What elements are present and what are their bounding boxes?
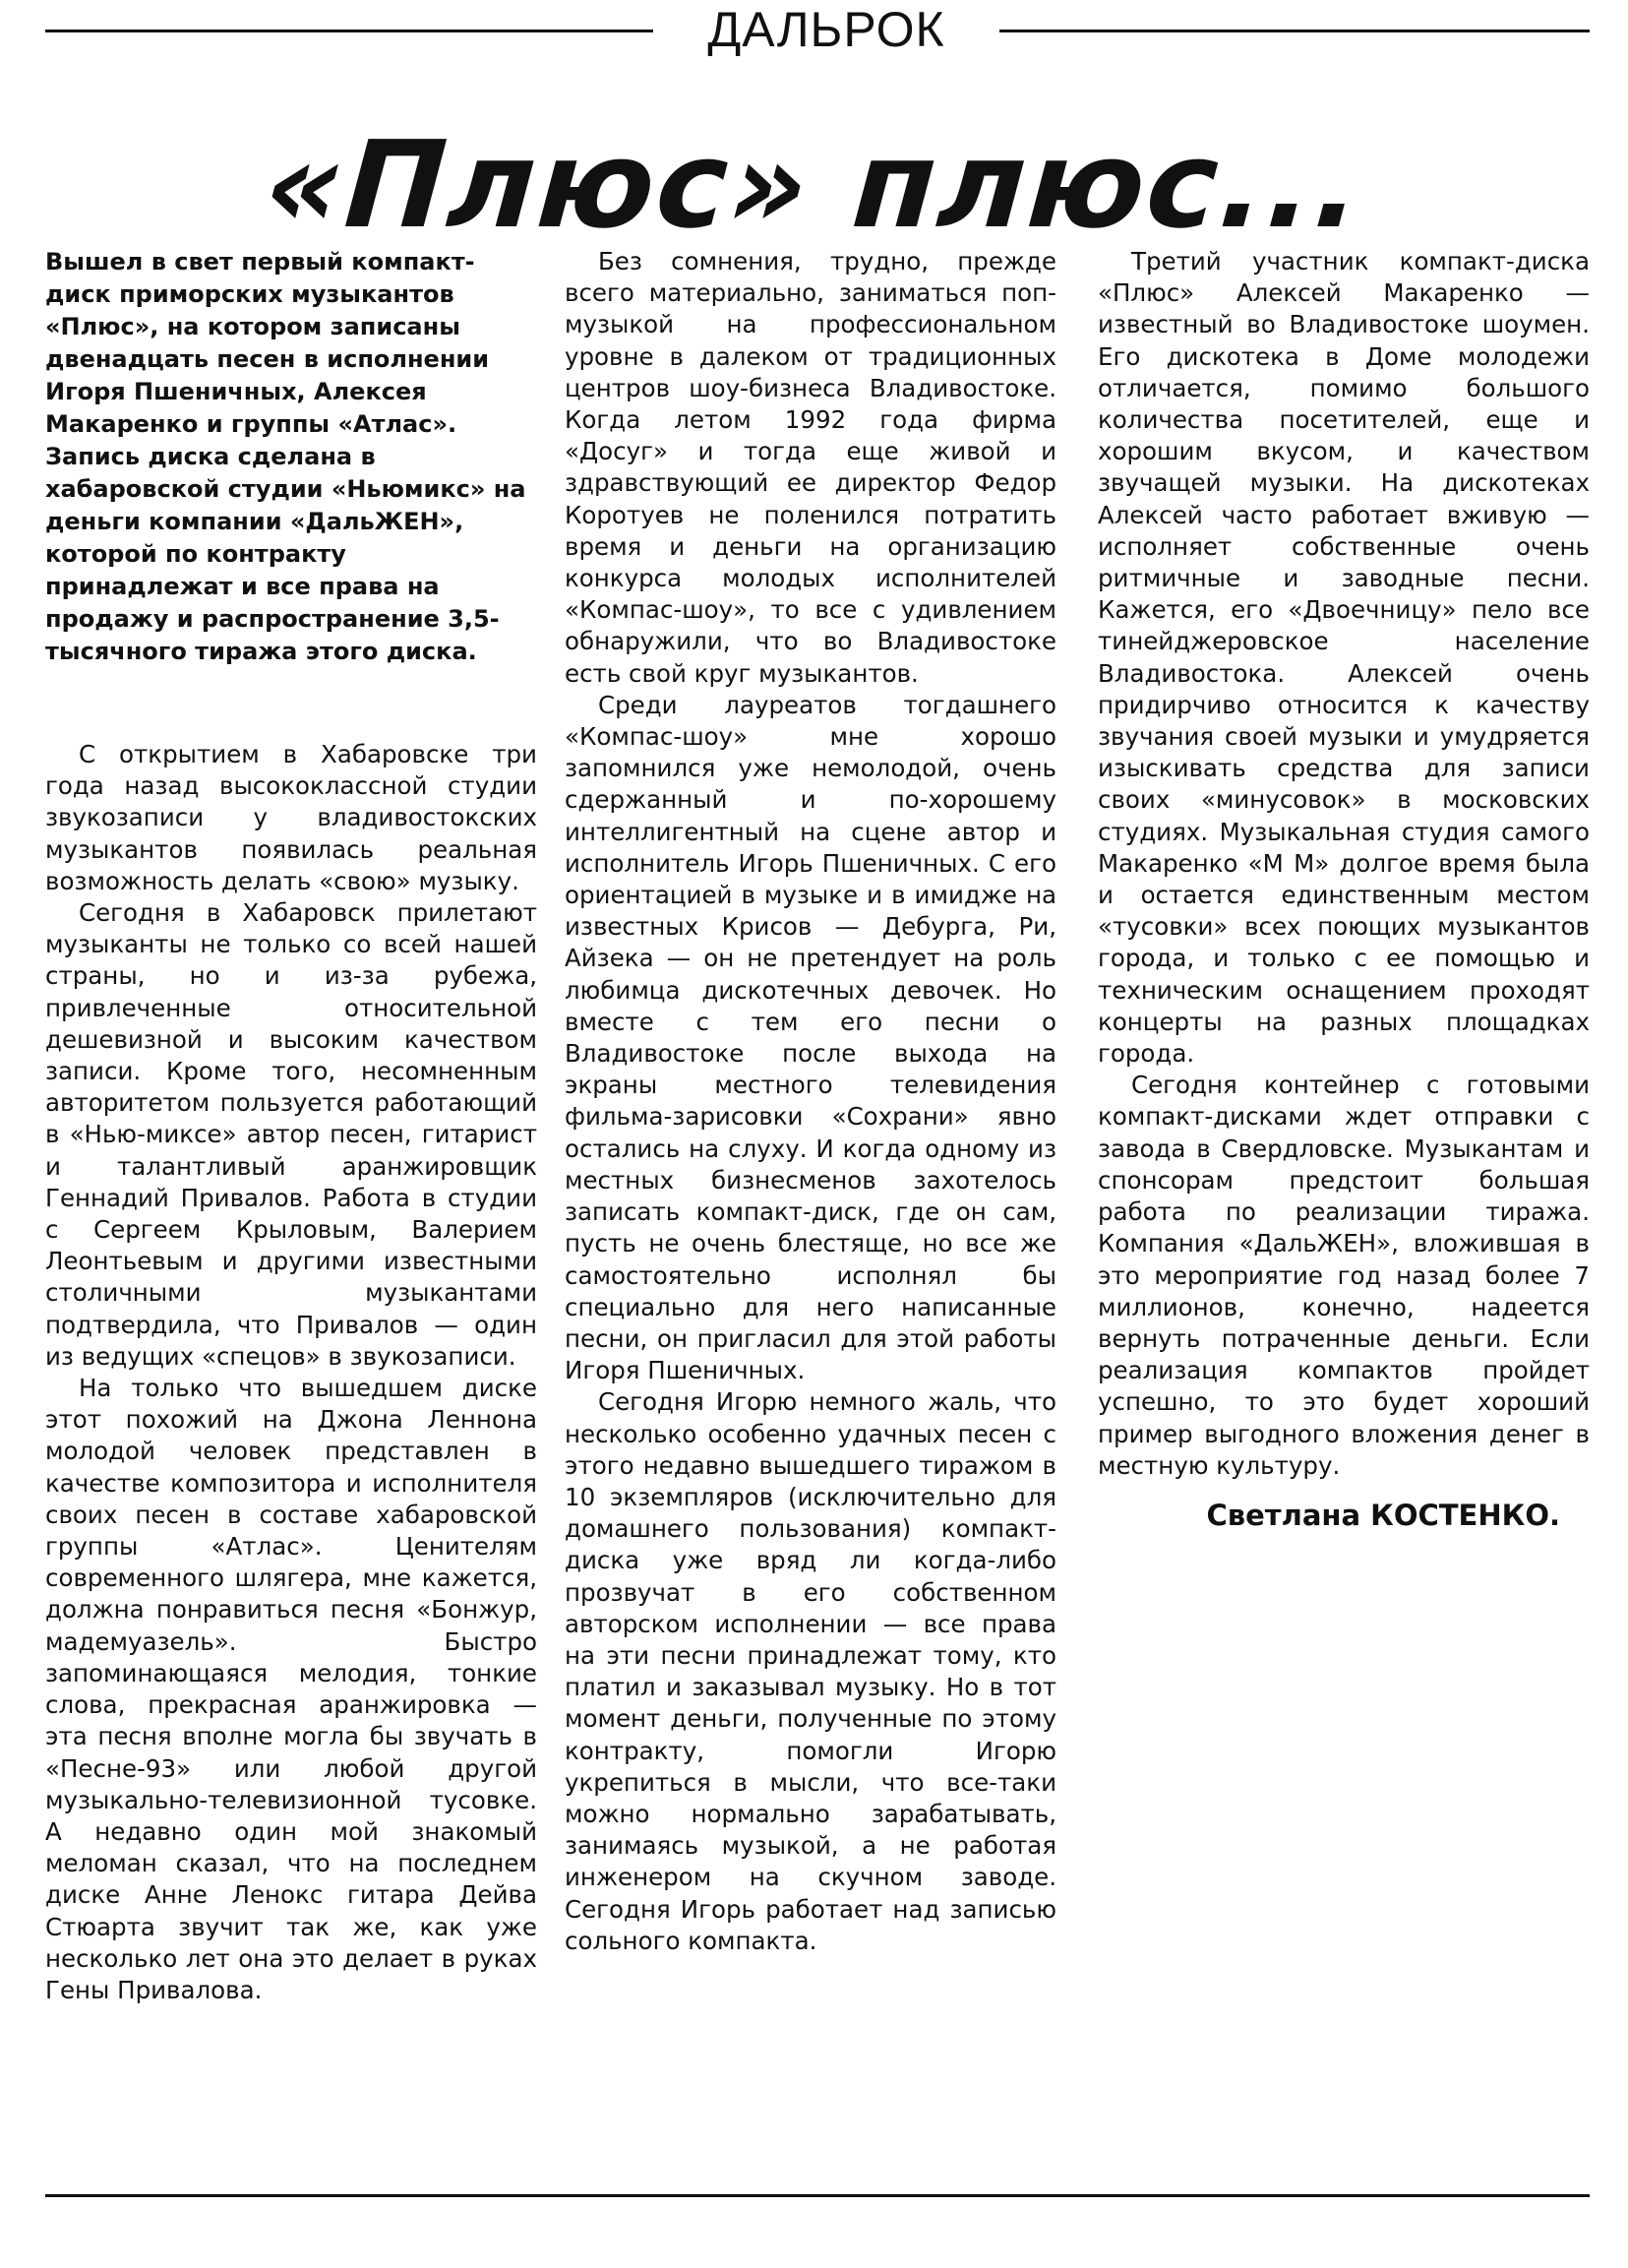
paragraph-6: Сегодня Игорю немного жаль, что несколько особенно удачных песен с этого недавно вышедшего тиражом в 10 экземпляров (исключительно для домашнего пользования) компакт-диска уже вряд ли когда-либо прозвучат в его собственном авторском исполнении — все права на эти песни принадлежат тому, кто платил и заказывал музыку. Но в тот момент деньги, полученные по этому контракту, помогли Игорю укрепиться в мысли, что все-таки можно нормально зарабатывать, занимаясь музыкой, а не работая инженером на скучном заводе. Сегодня Игорь работает над записью сольного компакта. bbox=[565, 1387, 1056, 1955]
article-lead: Вышел в свет первый компакт-диск приморских музыкантов «Плюс», на котором записаны двенадцать песен в исполнении Игоря Пшеничных, Алексея Макаренко и группы «Атлас». Запись диска сделана в хабаровской студии «Ньюмикс» на деньги компании «ДальЖЕН», которой по контракту принадлежат и все права на продажу и распространение 3,5-тысячного тиража этого диска. bbox=[45, 248, 526, 665]
bottom-rule bbox=[45, 2194, 1590, 2197]
paragraph-3: На только что вышедшем диске этот похожий на Джона Леннона молодой человек представлен в качестве композитора и исполнителя своих песен в составе хабаровской группы «Атлас». Ценителям современного шлягера, мне кажется, должна понравиться песня «Бонжур, мадемуазель». Быстро запоминающаяся мелодия, тонкие слова, прекрасная аранжировка — эта песня вполне могла бы звучать в «Песне-93» или любой другой музыкально-телевизионной тусовке. А недавно один мой знакомый меломан сказал, что на последнем диске Анне Ленокс гитара Дейва Стюарта звучит так же, как уже несколько лет она это делает в руках Гены Привалова. bbox=[45, 1374, 537, 2004]
paragraph-7: Третий участник компакт-диска «Плюс» Алексей Макаренко — известный во Владивостоке шоумен. Его дискотека в Доме молодежи отличается, помимо большого количества посетителей, еще и хорошим вкусом, и качеством звучащей музыки. На дискотеках Алексей часто работает вживую — исполняет собственные очень ритмичные и заводные песни. Кажется, его «Двоечницу» пело все тинейджеровское население Владивостока. Алексей очень придирчиво относится к качеству звучания своей музыки и умудряется изыскивать средства для записи своих «минусовок» в московских студиях. Музыкальная студия самого Макаренко «М М» долгое время была и остается единственным местом «тусовки» всех поющих музыкантов города, и только с ее помощью и техническим оснащением проходят концерты на разных площадках города. bbox=[1098, 247, 1590, 1069]
rubric-rule-right bbox=[999, 30, 1590, 32]
paragraph-5: Среди лауреатов тогдашнего «Компас-шоу» мне хорошо запомнился уже немолодой, очень сдержанный и по-хорошему интеллигентный на сцене автор и исполнитель Игорь Пшеничных. С его ориентацией в музыке и в имидже на известных Крисов — Дебурга, Ри, Айзека — он не претендует на роль любимца дискотечных девочек. Но вместе с тем его песни о Владивостоке после выхода на экраны местного телевидения фильма-зарисовки «Сохрани» явно остались на слуху. И когда одному из местных бизнесменов захотелось записать компакт-диск, где он сам, пусть не очень блестяще, но все же самостоятельно исполнял бы специально для него написанные песни, он пригласил для этой работы Игоря Пшеничных. bbox=[565, 690, 1056, 1385]
rubric-label: ДАЛЬРОК bbox=[707, 2, 945, 57]
paragraph-1: С открытием в Хабаровске три года назад высококлассной студии звукозаписи у владивостокских музыкантов появилась реальная возможность делать «свою» музыку. bbox=[45, 740, 537, 895]
rubric-rule-left bbox=[45, 30, 653, 32]
paragraph-4: Без сомнения, трудно, прежде всего материально, заниматься поп-музыкой на профессиональном уровне в далеком от традиционных центров шоу-бизнеса Владивостоке. Когда летом 1992 года фирма «Досуг» и тогда еще живой и здравствующий ее директор Федор Коротуев не поленился потратить время и деньги на организацию конкурса молодых исполнителей «Компас-шоу», то все с удивлением обнаружили, что во Владивостоке есть свой круг музыкантов. bbox=[565, 247, 1056, 688]
column-1 bbox=[45, 246, 537, 2006]
column-2 bbox=[565, 246, 1056, 1957]
column-3 bbox=[1098, 246, 1590, 1533]
author-signature: Светлана КОСТЕНКО. bbox=[1206, 1498, 1560, 1532]
article-headline: «Плюс» плюс... bbox=[261, 115, 1367, 255]
paragraph-2: Сегодня в Хабаровск прилетают музыканты не только со всей нашей страны, но и из-за рубежа, привлеченные относительной дешевизной и высоким качеством записи. Кроме того, несомненным авторитетом пользуется работающий в «Нью-миксе» автор песен, гитарист и талантливый аранжировщик Геннадий Привалов. Работа в студии с Сергеем Крыловым, Валерием Леонтьевым и другими известными столичными музыкантами подтвердила, что Привалов — один из ведущих «спецов» в звукозаписи. bbox=[45, 898, 537, 1371]
paragraph-8: Сегодня контейнер с готовыми компакт-дисками ждет отправки с завода в Свердловске. Музыкантам и спонсорам предстоит большая работа по реализации тиража. Компания «ДальЖЕН», вложившая в это мероприятие год назад более 7 миллионов, конечно, надеется вернуть потраченные деньги. Если реализация компактов пройдет успешно, то это будет хороший пример выгодного вложения денег в местную культуру. bbox=[1098, 1071, 1590, 1480]
